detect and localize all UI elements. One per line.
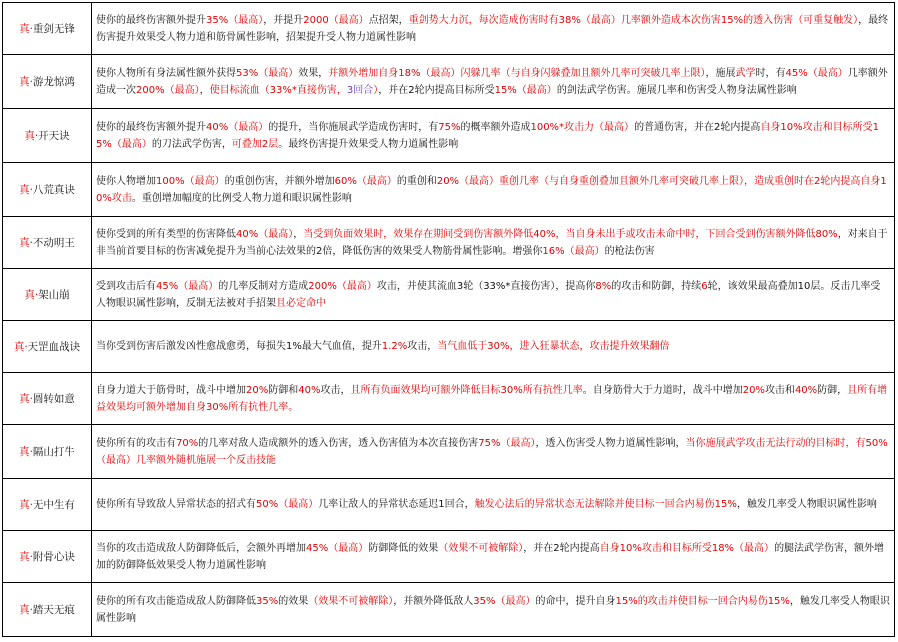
description-text: ， (293, 228, 304, 240)
description-text: 的重创和 (396, 175, 437, 187)
description-highlight: 40% (794, 384, 818, 396)
skill-row (3, 217, 895, 269)
description-highlight: 60%（最高） (334, 175, 397, 187)
skill-name-prefix: 真· (13, 341, 28, 353)
description-highlight: 40% (298, 384, 321, 396)
skill-name-cell (3, 425, 92, 479)
description-highlight: 35% (256, 595, 279, 607)
skill-name-prefix: 真· (19, 237, 33, 249)
description-text: 效果， (298, 67, 329, 79)
skill-description-cell (92, 425, 895, 479)
skill-description-cell (92, 109, 895, 163)
description-text: 攻击， (320, 384, 351, 396)
skill-row (3, 479, 895, 531)
description-highlight: 45%（最高） (156, 280, 219, 292)
description-highlight: 45%（最高） (306, 542, 369, 554)
description-text: 使你人物所有身法属性额外获得 (96, 67, 236, 79)
skill-name-cell (3, 373, 92, 425)
skill-row (3, 269, 895, 321)
skill-name: 游龙惊鸿 (32, 76, 75, 88)
description-text: 时，有 (755, 67, 786, 79)
description-highlight: 使目标流血（33%*直接伤害， (209, 84, 347, 96)
description-highlight: 自身10%攻击和目标所受18%（最高） (599, 542, 775, 554)
skill-description-cell (92, 531, 895, 583)
skill-name-prefix: 真· (19, 76, 33, 88)
description-text: 当你的攻击造成敌人防御降低后，会额外再增加 (96, 542, 306, 554)
skill-name-prefix: 真· (19, 23, 33, 35)
description-highlight: （效果不可被解除） (438, 542, 524, 554)
skill-row (3, 3, 895, 55)
description-highlight: ） (373, 84, 379, 96)
skill-description-cell (92, 3, 895, 55)
description-text: 的攻击和防御，持续 (611, 280, 702, 292)
skill-name-cell (3, 217, 92, 269)
description-highlight: 1.2% (381, 341, 408, 352)
description-text: 。重创增加幅度的比例受人物力道和眼识属性影响 (131, 192, 352, 204)
skill-row (3, 425, 895, 479)
description-highlight: 武学 (735, 67, 756, 79)
description-text: 的概率额外造成 (460, 121, 531, 133)
description-highlight: 20% (742, 384, 765, 396)
skill-name: 开天诀 (38, 130, 70, 142)
description-highlight: 且所有负面效果均可额外降低目标30%所有抗性几率 (350, 384, 583, 396)
skill-description-cell (92, 217, 895, 269)
description-highlight: 当气血低于30%，进入狂暴状态，攻击提升效果翻倍 (437, 341, 670, 352)
description-highlight: 75% (438, 121, 461, 133)
skill-description-cell (92, 583, 895, 637)
skill-name: 踏天无痕 (32, 604, 75, 616)
description-highlight: 200%（最高） (136, 84, 200, 96)
skill-description-cell (92, 55, 895, 109)
skill-name-cell (3, 55, 92, 109)
skill-name-cell (3, 583, 92, 637)
description-text: ，并在2轮内提高目标所受 (378, 84, 495, 96)
description-highlight: 且必定命中 (276, 297, 326, 309)
skill-row (3, 373, 895, 425)
description-text: 的几率反制对方造成 (218, 280, 309, 292)
description-text: 使你人物增加 (96, 175, 156, 187)
skill-name-cell (3, 269, 92, 321)
description-highlight: 70% (176, 437, 199, 449)
description-highlight: 20%（最高）重创几率（与自身重创叠加且额外几率可突破几率上限），造成重创时在2轮内提高自身10%攻击 (96, 175, 887, 204)
skill-row (3, 583, 895, 637)
skill-name-cell (3, 109, 92, 163)
skill-name-prefix: 真· (24, 130, 39, 142)
description-highlight: 40%（最高） (206, 121, 269, 133)
description-text: 防御和 (268, 384, 299, 396)
skill-name-prefix: 真· (19, 393, 33, 405)
description-highlight: 且所有增益效果均可额外增加自身30%所有抗性几率。 (96, 384, 888, 413)
description-text: ，触发几率受人物眼识属性影响 (96, 595, 890, 624)
skill-name-prefix: 真· (19, 184, 33, 196)
skill-name-prefix: 真· (19, 446, 33, 458)
skill-description-cell (92, 321, 895, 373)
skill-name: 不动明王 (32, 237, 75, 249)
description-text: ，最终伤害提升效果受人物力道和筋骨属性影响，招架提升受人物力道属性影响 (96, 14, 889, 43)
description-text: 使你的最终伤害额外提升 (96, 14, 206, 26)
skill-name-cell (3, 3, 92, 55)
description-highlight: 20% (246, 384, 269, 396)
skill-name-prefix: 真· (19, 499, 33, 511)
description-highlight: 15%的攻击并使目标一回合内易伤15% (615, 595, 790, 607)
description-text: 的提升，当你施展武学造成伤害时，有 (268, 121, 439, 133)
skill-table (2, 2, 895, 637)
description-text: 点招架， (368, 14, 409, 26)
description-highlight: 16%（最高） (542, 245, 605, 257)
skill-name-prefix: 真· (24, 289, 39, 301)
description-highlight: （效果不可被解除） (308, 595, 394, 607)
description-highlight: 当你施展武学攻击无法行动的目标时，有50%（最高）几率额外随机施展一个反击技能 (96, 437, 888, 466)
description-highlight: 自身10%攻击和目标所受15%（最高） (96, 121, 880, 150)
description-text: ，并提升 (263, 14, 304, 26)
skill-row (3, 163, 895, 217)
description-text: 的重创伤害，并额外增加 (224, 175, 335, 187)
skill-name-cell (3, 163, 92, 217)
description-text: ，透入伤害受人物力道属性影响， (535, 437, 686, 449)
description-highlight: 75%（最高） (478, 437, 536, 449)
skill-description-cell (92, 269, 895, 321)
description-highlight: 并额外增加自身18%（最高）闪躲几率（与自身闪躲叠加且额外几率可突破几率上限） (328, 67, 706, 79)
description-text: 的刀法武学伤害， (151, 138, 232, 150)
description-text: 。最终伤害提升效果受人物力道属性影响 (278, 138, 459, 150)
skill-row (3, 55, 895, 109)
description-highlight: 200%（最高） (308, 280, 377, 292)
description-highlight: 重剑势大力沉，每次造成伤害时有38%（最高）几率额外造成本次伤害15%的透入伤害（可重复触发） (408, 14, 859, 26)
description-text: 当你受到伤害后激发凶性愈战愈勇，每损失1%最大气血值，提升 (96, 341, 382, 352)
description-text: 使你的所有攻击能造成敌人防御降低 (96, 595, 256, 607)
description-highlight: 35%（最高） (206, 14, 264, 26)
skill-name-cell (3, 479, 92, 531)
description-text: 使你的最终伤害额外提升 (96, 121, 206, 133)
description-highlight: 15%（最高） (494, 84, 557, 96)
skill-name: 八荒真诀 (32, 184, 75, 196)
description-highlight: 35%（最高） (473, 595, 536, 607)
description-text: ，并在2轮内提高 (523, 542, 600, 554)
description-text: 自身力道大于筋骨时，战斗中增加 (96, 384, 246, 396)
skill-name-prefix: 真· (19, 551, 33, 563)
description-text: 攻击，并使其流血3轮（33%*直接伤害），提高你 (376, 280, 596, 292)
description-text: 受到攻击后有 (96, 280, 156, 292)
description-text: 的命中，提升自身 (535, 595, 616, 607)
description-highlight: 6 (701, 280, 708, 292)
description-highlight: 100%*攻击力（最高） (530, 121, 635, 133)
description-text: 防御降低的效果 (368, 542, 439, 554)
skill-table-body (3, 3, 895, 637)
description-text: 防御， (817, 384, 848, 396)
skill-row (3, 531, 895, 583)
description-highlight: 8% (595, 280, 612, 292)
skill-name: 架山崩 (38, 289, 70, 301)
description-text: ，触发几率受人物眼识属性影响 (736, 499, 877, 510)
description-text: 的几率对敌人造成额外的透入伤害，透入伤害值为本次直接伤害 (198, 437, 479, 449)
description-text: 的腿法武学伤害，额外增加的防御降低效果受人物力道属性影响 (96, 542, 885, 571)
description-text: 攻击， (407, 341, 438, 352)
description-text: 轮，该效果最高叠加10层。反击几率受人物眼识属性影响，反制无法被对手招架 (96, 280, 881, 309)
description-highlight: 53%（最高） (236, 67, 299, 79)
description-text: 使你受到的所有类型的伤害降低 (96, 228, 236, 240)
description-highlight: 50%（最高） (256, 499, 319, 510)
description-text: 。自身筋骨大于力道时，战斗中增加 (582, 384, 743, 396)
skill-name: 隔山打牛 (32, 446, 75, 458)
description-highlight: 3回合 (346, 84, 374, 96)
description-text: 的剑法武学伤害。施展几率和伤害受人物身法属性影响 (556, 84, 797, 96)
skill-description-cell (92, 479, 895, 531)
description-text: 的效果 (278, 595, 309, 607)
skill-name: 天罡血战诀 (27, 341, 81, 353)
skill-description-cell (92, 163, 895, 217)
description-text: ，并额外降低敌人 (393, 595, 474, 607)
description-text: 几率让敌人的异常状态延迟1回合， (318, 499, 475, 510)
description-text: ，施展 (705, 67, 736, 79)
description-text: 使你所有导致敌人异常状态的招式有 (96, 499, 256, 510)
description-highlight: 40%（最高） (236, 228, 294, 240)
skill-row (3, 321, 895, 373)
description-text: 攻击和 (764, 384, 795, 396)
description-text: ， (199, 84, 210, 96)
description-text: 的普通伤害，并在2轮内提高 (634, 121, 761, 133)
description-highlight: 可叠加2层 (231, 138, 279, 150)
description-highlight: 触发心法后的异常状态无法解除并使目标一回合内易伤15% (474, 499, 737, 510)
description-text: 的枪法伤害 (604, 245, 655, 257)
skill-name-prefix: 真· (19, 604, 33, 616)
description-text: 几率额外造成一次 (96, 67, 888, 96)
skill-name-cell (3, 531, 92, 583)
skill-table-container (2, 2, 895, 637)
description-highlight: 100%（最高） (156, 175, 225, 187)
skill-name: 圆转如意 (32, 393, 75, 405)
skill-row (3, 109, 895, 163)
skill-name-cell (3, 321, 92, 373)
skill-name: 重剑无锋 (32, 23, 75, 35)
skill-name: 附骨心诀 (32, 551, 75, 563)
description-highlight: 2000（最高） (303, 14, 369, 26)
skill-name: 无中生有 (32, 499, 75, 511)
description-highlight: 当受到负面效果时，效果存在期间受到伤害额外降低40%，当自身未出手或攻击未命中时，下回合受到伤害额外降低80% (303, 228, 838, 240)
description-highlight: 45%（最高） (785, 67, 848, 79)
description-text: 使你所有的攻击有 (96, 437, 176, 449)
description-text: ，对来自于非当前首要目标的伤害减免提升为当前心法效果的2倍，降低伤害的效果受人物筋骨属性影响。增强你 (96, 228, 888, 257)
skill-description-cell (92, 373, 895, 425)
